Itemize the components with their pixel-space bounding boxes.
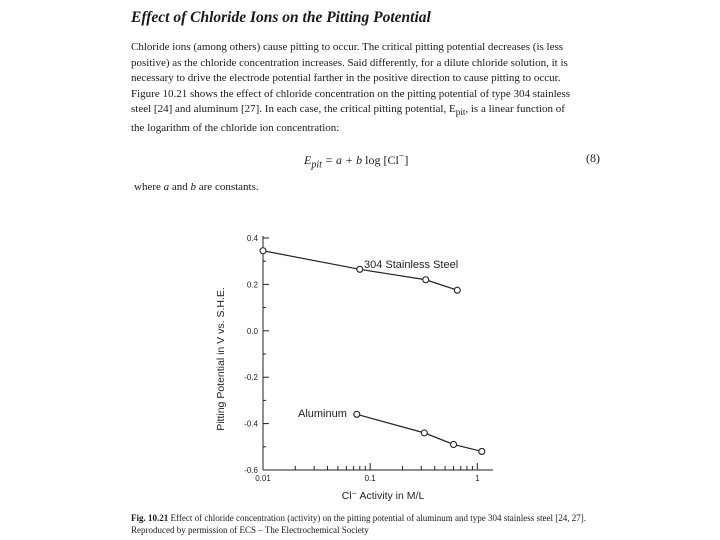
- section-heading: Effect of Chloride Ions on the Pitting Potential: [131, 9, 431, 26]
- where-after: are constants.: [196, 181, 259, 193]
- y-tick-label: 0.2: [246, 280, 258, 290]
- y-tick-label: -0.6: [244, 466, 258, 475]
- x-tick-label: 0.01: [255, 474, 271, 483]
- paragraph-line-text: steel [24] and aluminum [27]. In each case, the critical pitting potential, E: [131, 103, 456, 115]
- aluminum-line: [357, 414, 482, 451]
- y-tick-label: 0.0: [246, 326, 258, 336]
- y-tick-label: -0.2: [244, 373, 258, 383]
- x-axis-label: Cl⁻ Activity in M/L: [341, 490, 425, 502]
- equation-lhs: E: [304, 153, 312, 167]
- caption-text: Effect of chloride concentration (activity) on the pitting potential of aluminum and type 304 stainless steel [24, 27]. Reproduced by permission of ECS – The Electrochemical Society: [131, 513, 586, 535]
- aluminum-point: [421, 430, 427, 436]
- aluminum-point: [451, 441, 457, 447]
- equation-sup: −: [398, 151, 405, 162]
- paragraph-line: Figure 10.21 shows the effect of chloride concentration on the pitting potential of type 304 stainless: [131, 87, 571, 100]
- aluminum-point: [354, 411, 360, 417]
- where-mid: and: [169, 181, 191, 193]
- where-before: where: [134, 181, 164, 193]
- where-b: b: [190, 181, 197, 193]
- y-axis-label: Pitting Potential in V vs. S.H.E.: [215, 287, 227, 431]
- equation-log: log [Cl: [365, 153, 399, 167]
- x-tick-label: 0.1: [364, 474, 376, 483]
- y-tick-label: 0.4: [246, 234, 258, 243]
- stainless-steel-point: [357, 266, 363, 272]
- paragraph-line-tail: , is a linear function of: [465, 103, 565, 115]
- x-tick-label: 1: [475, 474, 480, 483]
- paragraph-line: Chloride ions (among others) cause pitting to occur. The critical pitting potential decreases (is less: [131, 41, 564, 53]
- stainless-steel-point: [423, 277, 429, 283]
- aluminum-label: Aluminum: [298, 408, 347, 420]
- figure-label: Fig. 10.21: [131, 513, 169, 523]
- y-tick-label: -0.4: [244, 419, 258, 429]
- paragraph-line: necessary to drive the electrode potential farther in the positive direction to cause pitting to occur.: [131, 72, 561, 84]
- where-a: a: [163, 181, 170, 193]
- stainless-steel-label: 304 Stainless Steel: [364, 259, 459, 271]
- equation-lhs-sub: pit: [311, 159, 322, 171]
- equation-number: (8): [586, 151, 600, 165]
- paragraph-line: the logarithm of the chloride ion concentration:: [131, 121, 340, 134]
- pit-subscript: pit: [455, 107, 466, 118]
- aluminum-point: [479, 448, 485, 454]
- equation-rhs: = a + b: [321, 153, 366, 167]
- paragraph-line: positive) as the chloride concentration increases. Said differently, for a dilute chloride solution, it is: [131, 56, 568, 69]
- stainless-steel-point: [454, 287, 460, 293]
- figure-caption: [131, 512, 611, 536]
- equation-close: ]: [404, 153, 409, 167]
- stainless-steel-point: [260, 248, 266, 254]
